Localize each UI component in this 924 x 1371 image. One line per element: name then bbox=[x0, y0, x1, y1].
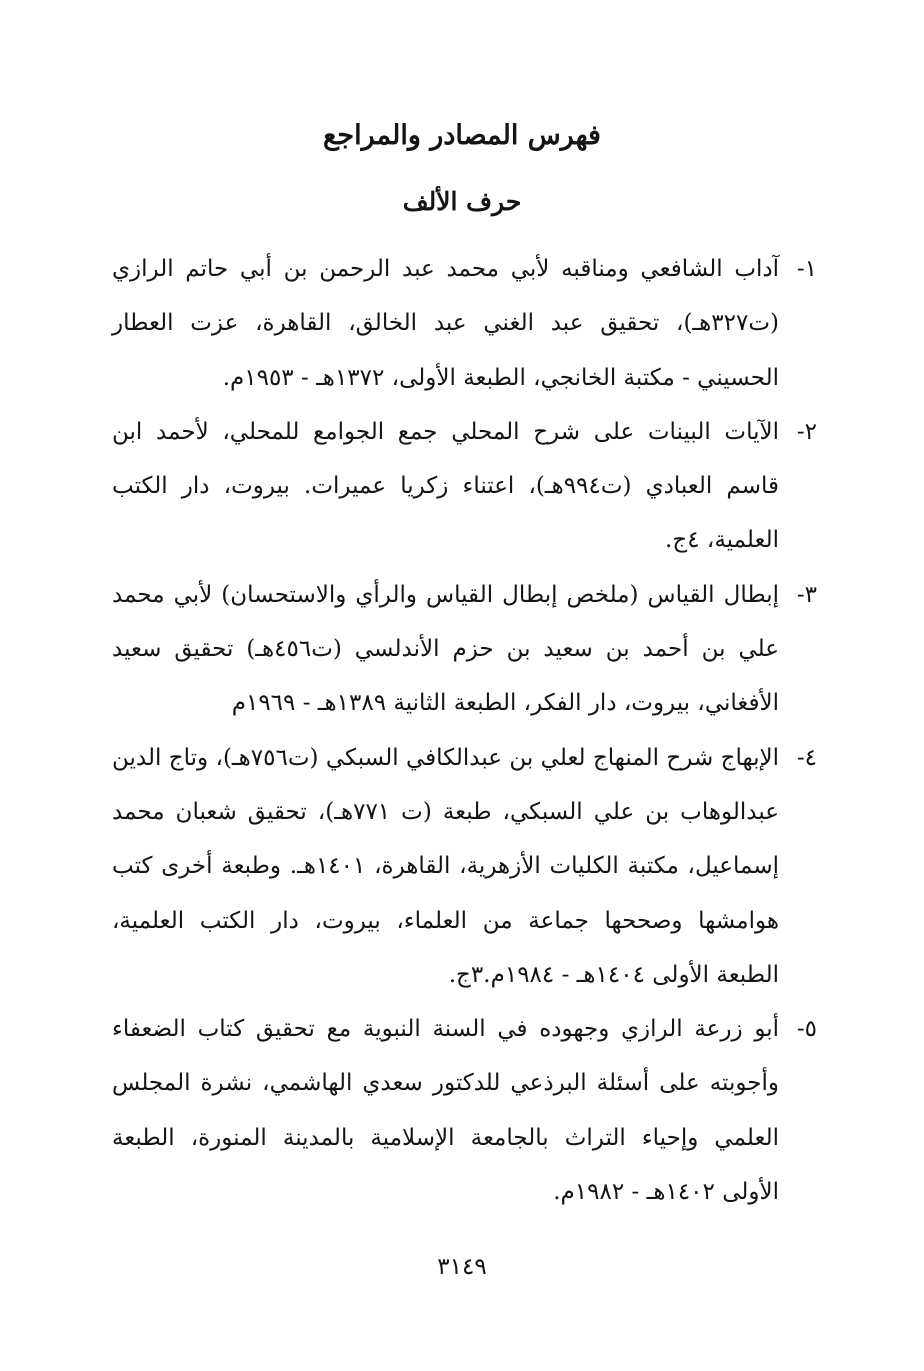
bibliography-entry-5 bbox=[112, 1002, 817, 1219]
entry-number: ٥- bbox=[796, 1016, 817, 1043]
entry-text: أبو زرعة الرازي وجهوده في السنة النبوية مع تحقيق كتاب الضعفاء وأجوبته على أسئلة البرذعي للدكتور سعدي الهاشمي، نشرة المجلس العلمي وإحياء التراث بالجامعة الإسلامية بالمدينة المنورة، الطبعة الأولى ١٤٠٢هـ - ١٩٨٢م. bbox=[112, 1016, 779, 1206]
entry-text: الإبهاج شرح المنهاج لعلي بن عبدالكافي السبكي (ت٧٥٦هـ)، وتاج الدين عبدالوهاب بن علي السبكي، طبعة (ت ٧٧١هـ)، تحقيق شعبان محمد إسماعيل، مكتبة الكليات الأزهرية، القاهرة، ١٤٠١هـ. وطبعة أخرى كتب هوامشها وصححها جماعة من العلماء، بيروت، دار الكتب العلمية، الطبعة الأولى ١٤٠٤هـ - ١٩٨٤م.٣ج. bbox=[112, 744, 780, 988]
entry-text: آداب الشافعي ومناقبه لأبي محمد عبد الرحمن بن أبي حاتم الرازي (ت٣٢٧هـ)، تحقيق عبد الغني عبد الخالق، القاهرة، عزت العطار الحسيني - مكتبة الخانجي، الطبعة الأولى، ١٣٧٢هـ - ١٩٥٣م. bbox=[112, 256, 779, 391]
entry-number: ١- bbox=[796, 256, 817, 282]
page-title: فهرس المصادر والمراجع bbox=[323, 120, 601, 151]
bibliography-list bbox=[112, 242, 817, 1219]
page-number: ٣١٤٩ bbox=[437, 1254, 487, 1280]
entry-text: الآيات البينات على شرح المحلي جمع الجوامع للمحلي، لأحمد ابن قاسم العبادي (ت٩٩٤هـ)، اعتناء زكريا عميرات. بيروت، دار الكتب العلمية، ٤ج. bbox=[112, 418, 780, 554]
section-heading: حرف الألف bbox=[402, 187, 522, 216]
entry-text: إبطال القياس (ملخص إبطال القياس والرأي والاستحسان) لأبي محمد علي بن أحمد بن سعيد بن حزم الأندلسي (ت٤٥٦هـ) تحقيق سعيد الأفغاني، بيروت، دار الفكر، الطبعة الثانية ١٣٨٩هـ - ١٩٦٩م bbox=[112, 581, 779, 717]
bibliography-entry-1 bbox=[112, 242, 817, 405]
bibliography-entry-4 bbox=[112, 731, 817, 1002]
bibliography-entry-3 bbox=[112, 568, 817, 731]
entry-number: ٢- bbox=[796, 418, 817, 445]
bibliography-entry-2 bbox=[112, 405, 817, 568]
entry-number: ٤- bbox=[796, 744, 817, 771]
entry-number: ٣- bbox=[796, 581, 817, 608]
